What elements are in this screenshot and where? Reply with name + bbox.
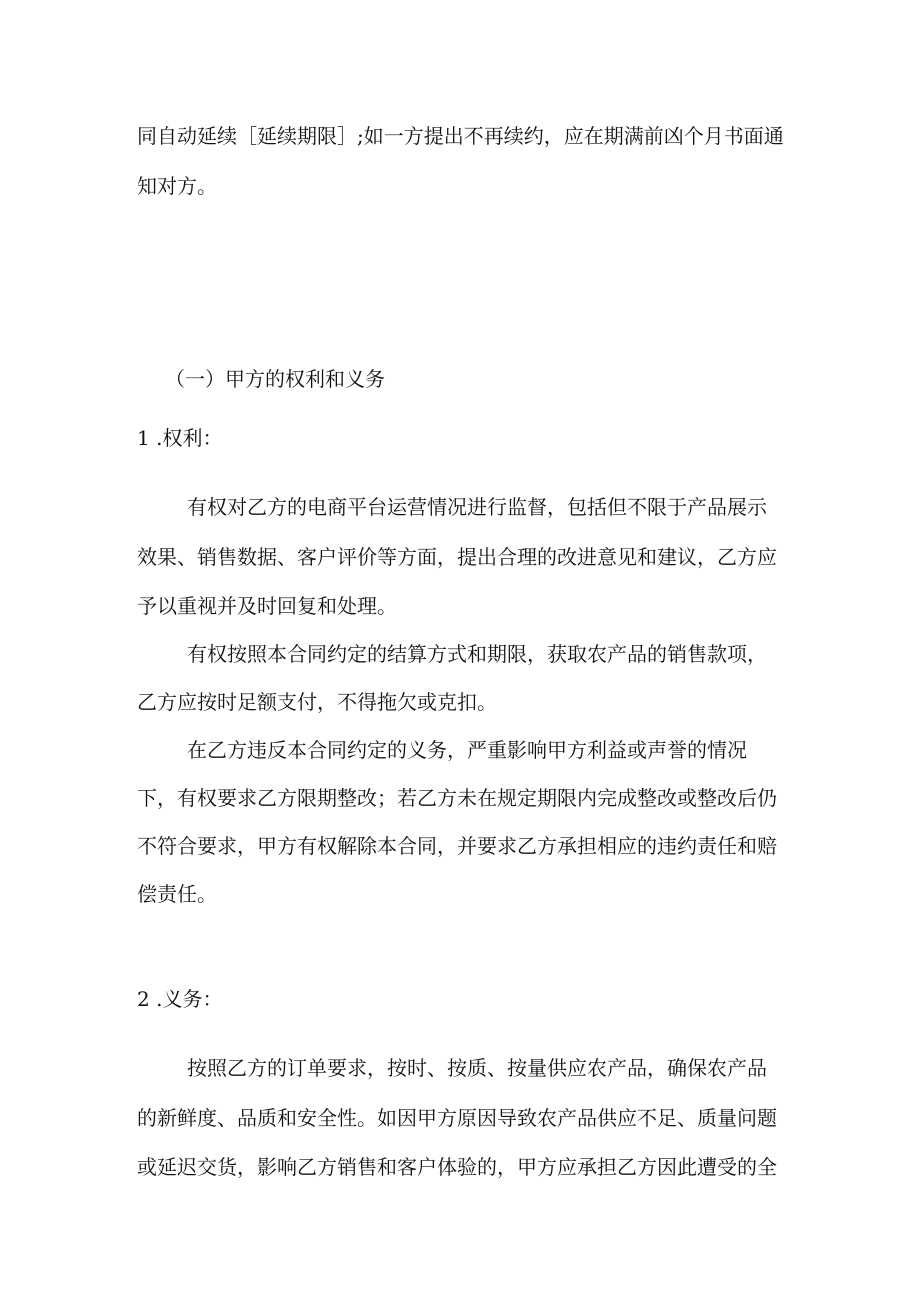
rights-title: 1 .权利： xyxy=(137,426,223,450)
rights-para3-line-3: 不符合要求，甲方有权解除本合同，并要求乙方承担相应的违约责任和赔 xyxy=(137,834,777,858)
rights-para3-line-1: 在乙方违反本合同约定的义务，严重影响甲方利益或声誉的情况 xyxy=(187,738,747,762)
rights-para1-line-2: 效果、销售数据、客户评价等方面，提出合理的改进意见和建议，乙方应 xyxy=(137,545,777,569)
obligations-para1-line-3: 或延迟交货，影响乙方销售和客户体验的，甲方应承担乙方因此遭受的全 xyxy=(137,1155,777,1179)
obligations-para1-line-2: 的新鲜度、品质和安全性。如因甲方原因导致农产品供应不足、质量问题 xyxy=(137,1106,777,1130)
rights-para3-line-2: 下，有权要求乙方限期整改；若乙方未在规定期限内完成整改或整改后仍 xyxy=(137,786,777,810)
section-heading: （一）甲方的权利和义务 xyxy=(165,367,385,391)
continuation-line-2: 知对方。 xyxy=(137,174,217,198)
rights-para2-line-1: 有权按照本合同约定的结算方式和期限，获取农产品的销售款项， xyxy=(187,642,767,666)
continuation-line-1: 同自动延续［延续期限］;如一方提出不再续约，应在期满前凶个月书面通 xyxy=(137,124,784,148)
obligations-para1-line-1: 按照乙方的订单要求，按时、按质、按量供应农产品，确保农产品 xyxy=(187,1056,767,1080)
rights-para1-line-3: 予以重视并及时回复和处理。 xyxy=(137,594,397,618)
obligations-title: 2 .义务： xyxy=(137,987,223,1011)
rights-para3-line-4: 偿责任。 xyxy=(137,882,217,906)
rights-para2-line-2: 乙方应按时足额支付，不得拖欠或克扣。 xyxy=(137,690,497,714)
rights-para1-line-1: 有权对乙方的电商平台运营情况进行监督，包括但不限于产品展示 xyxy=(187,495,767,519)
